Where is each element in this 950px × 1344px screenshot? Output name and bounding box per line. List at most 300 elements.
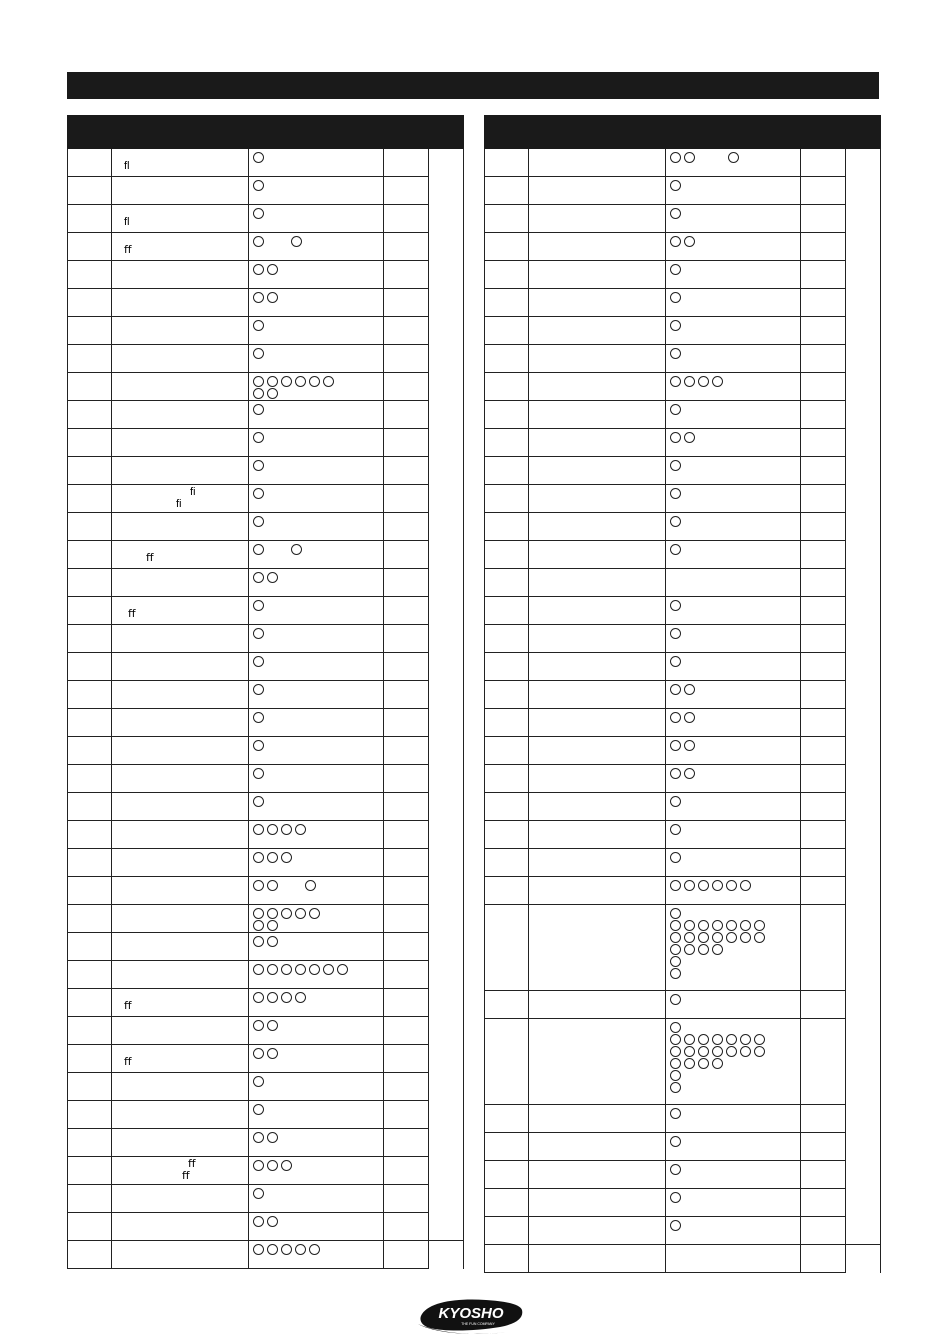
cell-part-name [112,261,249,289]
cell-part-name [529,205,666,233]
cell-qty [384,765,429,793]
bag-circle-icon [670,208,681,219]
cell-bag [249,1213,384,1241]
bag-circle-icon [670,460,681,471]
bag-circle-icon [267,964,278,975]
bag-circle-icon [684,432,695,443]
bag-circle-icon [740,932,751,943]
cell-bag [666,1161,801,1189]
bag-circle-group [249,205,361,220]
cell-part-name [112,905,249,933]
bag-circle-icon [267,936,278,947]
bag-circle-icon [309,908,320,919]
bag-circle-icon [267,264,278,275]
cell-qty [801,317,846,345]
bag-circle-group [249,541,361,556]
cell-ref [429,905,464,933]
cell-no [68,401,112,429]
cell-bag [666,681,801,709]
cell-no [68,765,112,793]
bag-circle-group [666,597,778,612]
bag-circle-icon [267,572,278,583]
bag-circle-group [666,261,778,276]
cell-ref [429,737,464,765]
table-row [68,1157,464,1185]
cell-bag [249,961,384,989]
cell-ref [846,373,881,401]
cell-bag [666,905,801,991]
cell-bag [666,625,801,653]
cell-bag [666,261,801,289]
bag-circle-group [666,233,778,248]
bag-circle-group [666,541,778,556]
cell-qty [801,625,846,653]
bag-circle-icon [253,572,264,583]
cell-ref [429,765,464,793]
cell-qty [384,849,429,877]
cell-part-name [112,513,249,541]
cell-ref [846,991,881,1019]
bag-circle-icon [670,404,681,415]
cell-no [485,653,529,681]
bag-circle-icon [267,1132,278,1143]
cell-qty [384,1157,429,1185]
bag-circle-icon [670,292,681,303]
cell-no [485,401,529,429]
bag-circle-icon [670,1164,681,1175]
cell-no [485,317,529,345]
cell-part-name [529,709,666,737]
bag-circle-icon [267,1160,278,1171]
cell-no [485,345,529,373]
cell-qty [384,961,429,989]
cell-bag [666,317,801,345]
cell-no [68,709,112,737]
cell-ref [429,317,464,345]
cell-no [485,1133,529,1161]
table-row [68,485,464,513]
cell-no [485,877,529,905]
cell-bag [249,877,384,905]
cell-bag [249,653,384,681]
cell-part-name [112,541,249,569]
cell-qty [801,1245,846,1273]
bag-circle-group [666,429,778,444]
table-row [485,597,881,625]
table-row [485,233,881,261]
table-row [68,849,464,877]
bag-circle-group [249,597,361,612]
bag-circle-icon [670,1046,681,1057]
bag-circle-icon [253,880,264,891]
cell-bag [666,401,801,429]
parts-table-left [67,115,464,1269]
cell-part-name [112,877,249,905]
bag-circle-icon [309,1244,320,1255]
cell-qty [384,597,429,625]
cell-ref [429,261,464,289]
cell-qty [801,289,846,317]
cell-ref [429,877,464,905]
cell-bag [666,877,801,905]
bag-circle-icon [712,920,723,931]
cell-no [485,1217,529,1245]
cell-part-name [529,373,666,401]
cell-ref [429,485,464,513]
cell-no [485,793,529,821]
bag-circle-icon [698,920,709,931]
table-row [485,905,881,991]
bag-circle-icon [295,908,306,919]
bag-circle-icon [267,920,278,931]
cell-part-name [529,541,666,569]
cell-qty [384,429,429,457]
bag-circle-group [249,233,361,248]
cell-part-name [529,991,666,1019]
bag-circle-icon [670,320,681,331]
cell-ref [846,1105,881,1133]
cell-bag [249,149,384,177]
cell-qty [801,653,846,681]
cell-qty [384,989,429,1017]
table-row [485,261,881,289]
bag-circle-icon [670,656,681,667]
cell-ref [846,737,881,765]
cell-no [485,821,529,849]
cell-bag [666,821,801,849]
table-row [485,457,881,485]
cell-part-name [112,765,249,793]
cell-ref [846,877,881,905]
bag-circle-group [666,205,778,220]
bag-circle-icon [253,544,264,555]
bag-circle-icon [712,1046,723,1057]
cell-ref [846,793,881,821]
bag-circle-icon [670,1058,681,1069]
bag-circle-group [666,373,778,388]
logo-text: KYOSHO [438,1305,504,1322]
bag-circle-group [666,625,778,640]
cell-ref [429,1017,464,1045]
bag-circle-group [249,877,361,892]
cell-no [485,849,529,877]
table-row [485,1161,881,1189]
cell-ref [429,149,464,177]
bag-circle-group [666,317,778,332]
cell-no [485,149,529,177]
cell-qty [384,1045,429,1073]
table-row [68,513,464,541]
cell-part-name [112,1045,249,1073]
table-row [485,793,881,821]
cell-bag [249,233,384,261]
cell-part-name [529,849,666,877]
bag-circle-icon [740,880,751,891]
table-row [68,261,464,289]
bag-circle-icon [670,944,681,955]
bag-circle-icon [728,152,739,163]
cell-no [68,317,112,345]
cell-bag [666,1217,801,1245]
cell-ref [429,1129,464,1157]
table-row [485,345,881,373]
bag-circle-icon [267,1244,278,1255]
cell-no [485,765,529,793]
table-row [485,1019,881,1105]
table-row [68,1073,464,1101]
table-row [68,1045,464,1073]
bag-circle-icon [670,1220,681,1231]
cell-bag [666,457,801,485]
cell-part-name [112,989,249,1017]
cell-bag [249,1157,384,1185]
table-row [68,457,464,485]
cell-qty [384,653,429,681]
ligature-glyph: ﬂ [124,216,130,228]
bag-circle-icon [291,544,302,555]
cell-bag [666,737,801,765]
cell-bag [249,681,384,709]
bag-circle-group [249,961,361,976]
cell-part-name [529,905,666,991]
bag-circle-group [249,933,361,948]
cell-part-name [112,1185,249,1213]
cell-ref [846,821,881,849]
table-row [68,625,464,653]
bag-circle-icon [754,920,765,931]
cell-no [68,989,112,1017]
table-row [68,905,464,933]
cell-ref [846,485,881,513]
table-row [485,991,881,1019]
bag-circle-icon [267,852,278,863]
bag-circle-group [249,569,361,584]
cell-ref [846,1245,881,1273]
bag-circle-icon [670,1192,681,1203]
cell-qty [384,1213,429,1241]
bag-circle-group [666,289,778,304]
bag-circle-group [666,457,778,472]
cell-part-name [112,1017,249,1045]
cell-ref [846,681,881,709]
bag-circle-group [666,569,778,572]
cell-bag [249,905,384,933]
cell-no [68,457,112,485]
bag-circle-icon [253,1216,264,1227]
cell-qty [801,233,846,261]
bag-circle-group [249,681,361,696]
cell-ref [429,205,464,233]
cell-no [68,513,112,541]
cell-qty [384,905,429,933]
bag-circle-group [666,849,778,864]
cell-bag [249,457,384,485]
cell-no [485,485,529,513]
table-row [485,289,881,317]
cell-qty [801,485,846,513]
bag-circle-icon [670,1034,681,1045]
table-row [485,737,881,765]
bag-circle-icon [305,880,316,891]
cell-part-name [112,401,249,429]
table-row [68,737,464,765]
bag-circle-group [666,765,778,780]
table-header-row [68,116,464,149]
cell-ref [846,205,881,233]
cell-qty [384,709,429,737]
cell-bag [666,849,801,877]
bag-circle-icon [712,932,723,943]
bag-circle-icon [698,944,709,955]
cell-qty [384,1101,429,1129]
cell-qty [384,261,429,289]
bag-circle-group [666,681,778,696]
cell-no [485,289,529,317]
table-row [68,1213,464,1241]
bag-circle-icon [267,388,278,399]
cell-ref [846,401,881,429]
bag-circle-icon [670,1136,681,1147]
cell-part-name [529,261,666,289]
bag-circle-icon [670,180,681,191]
cell-no [68,373,112,401]
cell-bag [249,345,384,373]
bag-circle-icon [698,932,709,943]
bag-circle-icon [670,628,681,639]
cell-part-name [529,289,666,317]
cell-qty [384,149,429,177]
bag-circle-icon [670,264,681,275]
cell-no [68,1213,112,1241]
bag-circle-icon [754,1034,765,1045]
cell-bag [666,541,801,569]
bag-circle-icon [253,768,264,779]
table-row [68,821,464,849]
bag-circle-group [249,989,361,1004]
page-title-bar [67,72,879,99]
table-row [485,1189,881,1217]
bag-circle-icon [698,1058,709,1069]
bag-circle-group [249,177,361,192]
bag-circle-icon [670,516,681,527]
cell-bag [249,765,384,793]
bag-circle-group [249,1157,361,1172]
cell-no [68,177,112,205]
ligature-glyph: ﬀ [128,608,136,620]
bag-circle-icon [253,1132,264,1143]
bag-circle-icon [670,1108,681,1119]
cell-qty [801,205,846,233]
cell-qty [801,709,846,737]
cell-no [68,1045,112,1073]
bag-circle-group [249,793,361,808]
cell-qty [801,737,846,765]
cell-ref [429,849,464,877]
cell-ref [846,261,881,289]
cell-part-name [529,1019,666,1105]
bag-circle-icon [267,992,278,1003]
cell-no [68,1185,112,1213]
cell-qty [384,569,429,597]
cell-qty [384,205,429,233]
bag-circle-icon [253,376,264,387]
bag-circle-icon [281,908,292,919]
cell-part-name [112,289,249,317]
bag-circle-icon [670,768,681,779]
cell-no [485,625,529,653]
cell-part-name [112,653,249,681]
bag-circle-icon [267,376,278,387]
cell-ref [846,149,881,177]
cell-part-name [112,681,249,709]
bag-circle-group [249,737,361,752]
bag-circle-icon [726,1046,737,1057]
cell-part-name [112,149,249,177]
table-row [485,877,881,905]
cell-bag [666,373,801,401]
cell-qty [384,485,429,513]
cell-ref [846,345,881,373]
bag-circle-group [249,765,361,780]
header-bag [249,116,384,149]
table-row [485,429,881,457]
cell-no [68,933,112,961]
cell-qty [801,345,846,373]
cell-qty [384,1017,429,1045]
bag-circle-icon [712,1058,723,1069]
bag-circle-icon [670,544,681,555]
cell-ref [429,345,464,373]
bag-circle-icon [267,880,278,891]
bag-circle-icon [253,348,264,359]
cell-qty [384,933,429,961]
cell-no [68,429,112,457]
bag-circle-icon [712,1034,723,1045]
logo-tagline: THE FUN COMPANY [461,1322,495,1326]
cell-bag [666,149,801,177]
bag-circle-group [249,1129,361,1144]
cell-bag [249,1129,384,1157]
cell-part-name [529,1217,666,1245]
cell-part-name [529,149,666,177]
cell-no [485,1019,529,1105]
cell-part-name [112,709,249,737]
bag-circle-icon [754,1046,765,1057]
cell-qty [801,541,846,569]
cell-ref [429,625,464,653]
bag-circle-icon [670,1022,681,1033]
ligature-glyph: ﬀ [146,552,154,564]
cell-no [68,877,112,905]
cell-part-name [112,1073,249,1101]
cell-part-name [529,233,666,261]
cell-qty [801,429,846,457]
bag-circle-icon [684,712,695,723]
cell-bag [666,485,801,513]
cell-no [485,1161,529,1189]
table-row [485,401,881,429]
bag-circle-group [249,1185,361,1200]
cell-ref [846,1217,881,1245]
cell-bag [666,1245,801,1273]
bag-circle-icon [684,944,695,955]
cell-qty [801,513,846,541]
cell-part-name [529,513,666,541]
cell-ref [429,709,464,737]
header-part-name [112,116,249,149]
cell-part-name [529,793,666,821]
table-row [485,1217,881,1245]
